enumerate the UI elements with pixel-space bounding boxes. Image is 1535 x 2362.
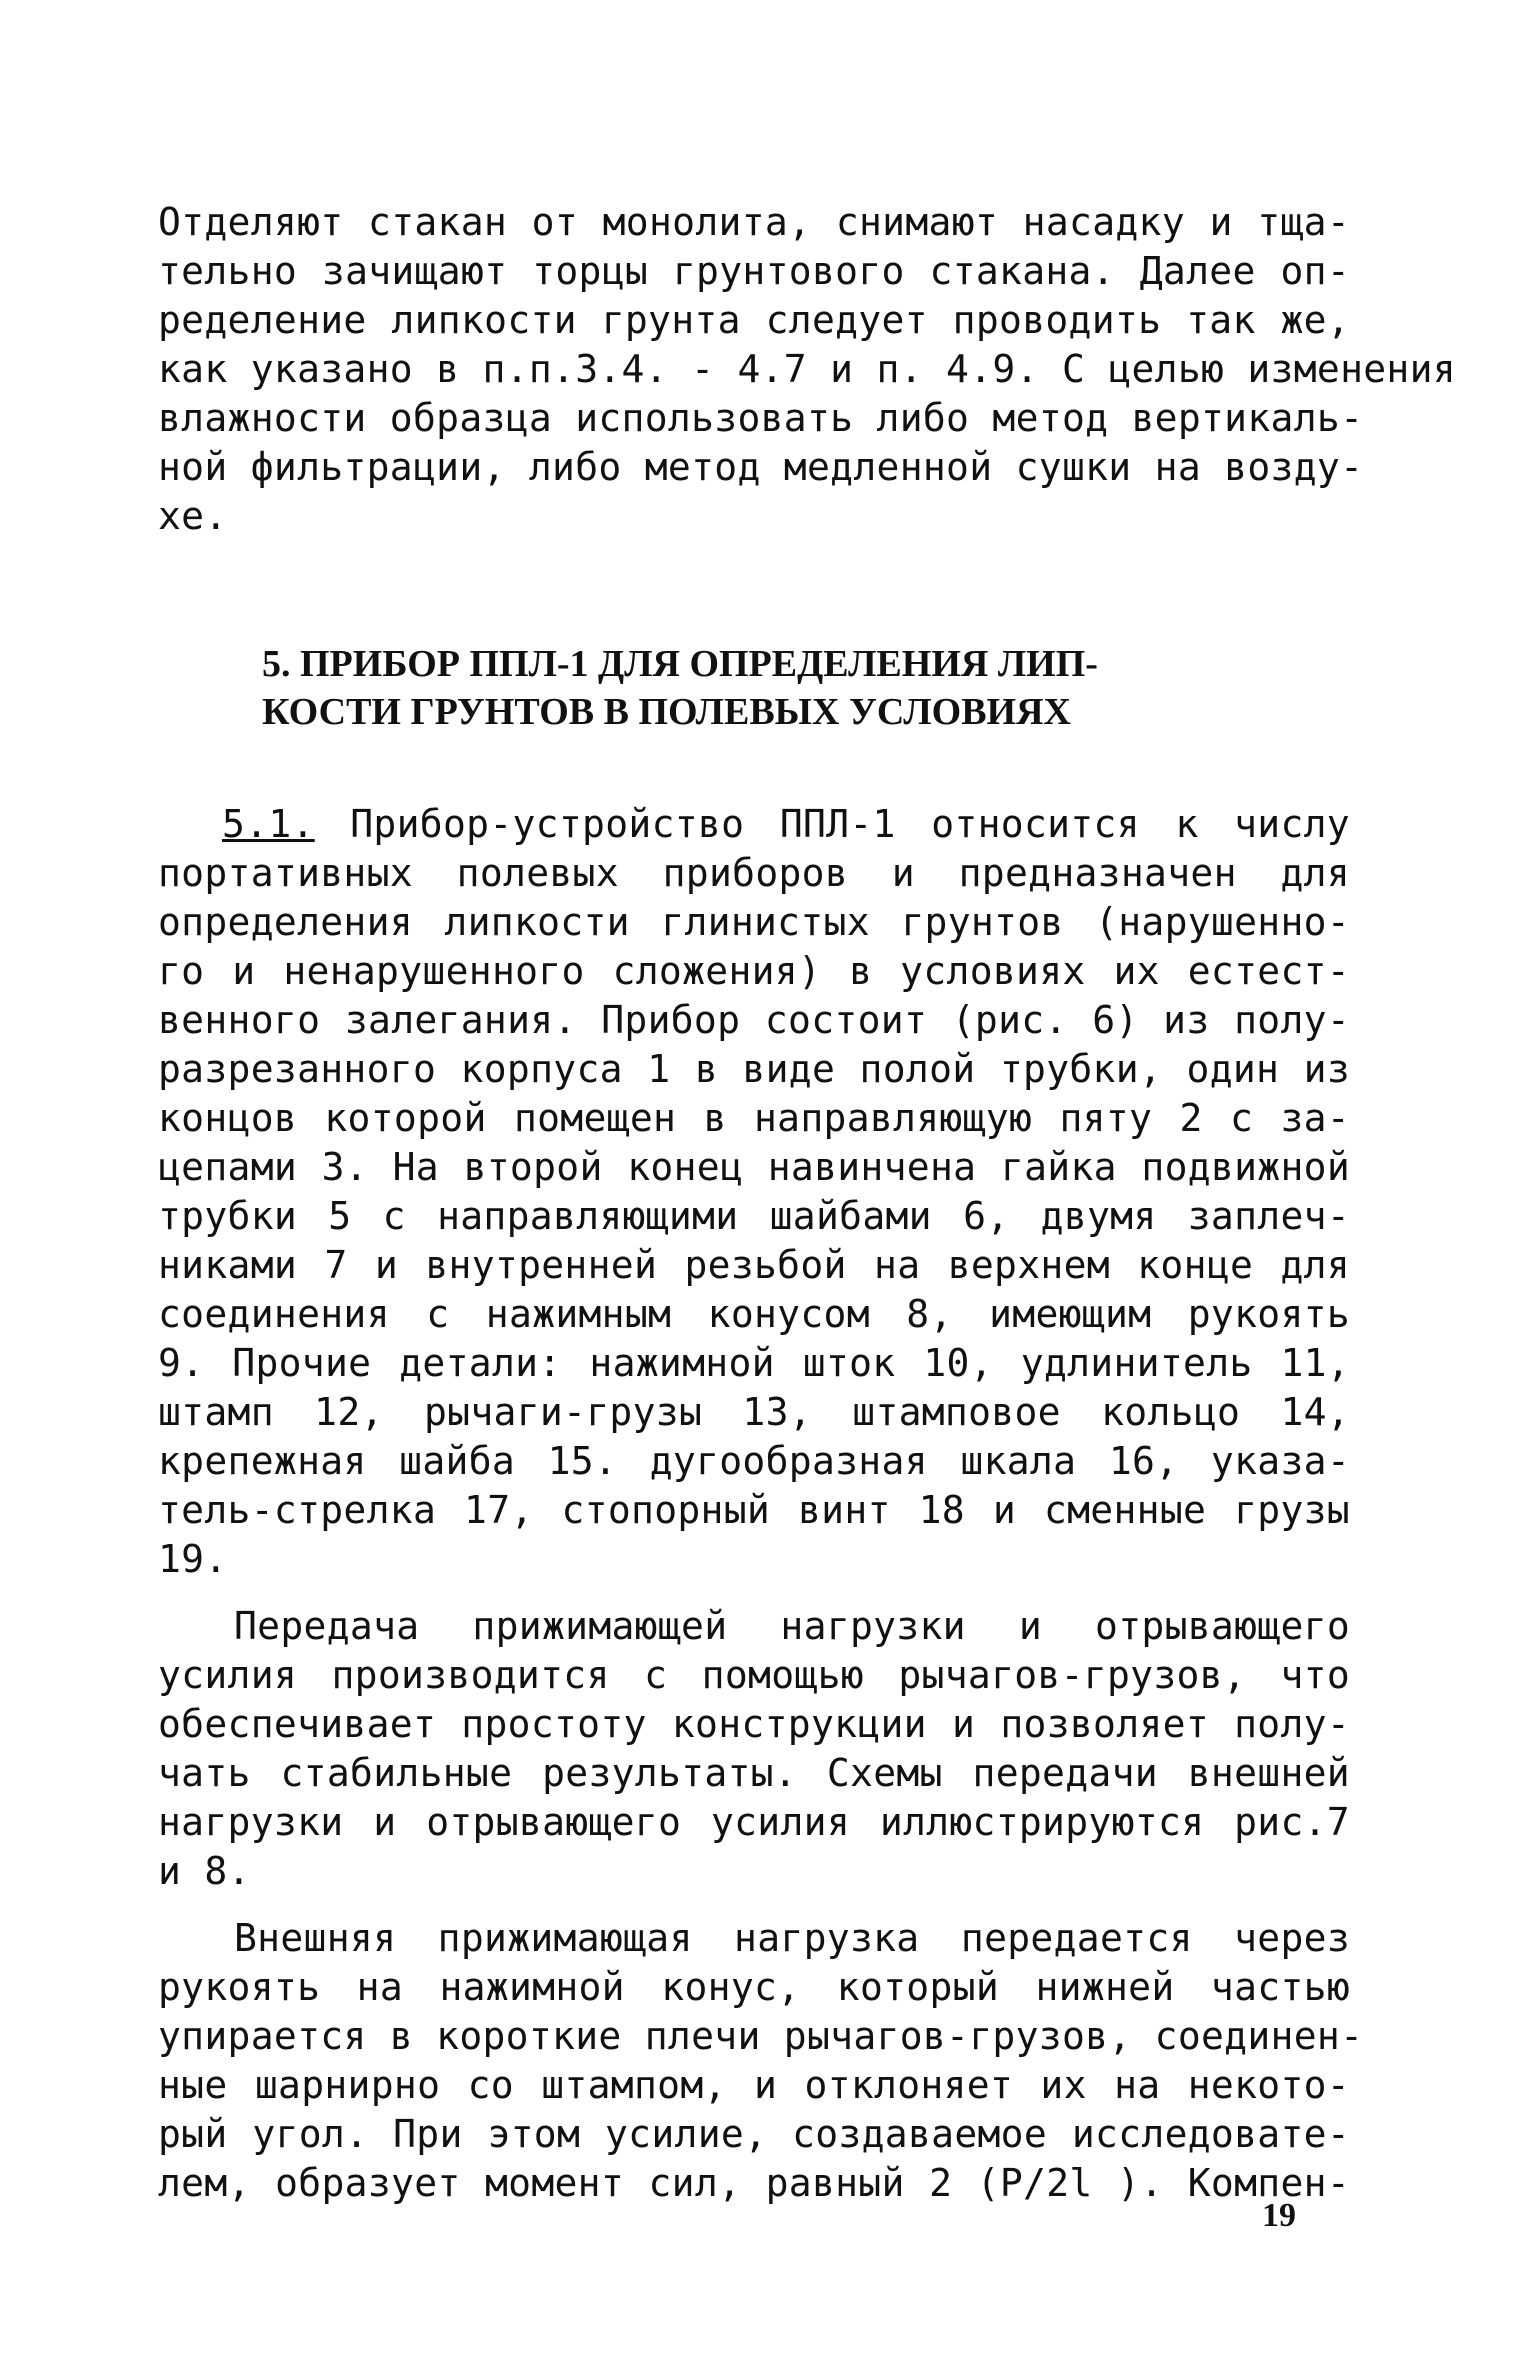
transfer-line: нагрузки и отрывающего усилия иллюстрируются рис.7 (158, 1800, 1350, 1844)
external-load-line: ные шарнирно со штампом, и отклоняет их на некото- (158, 2063, 1350, 2107)
external-load-line: Внешняя прижимающая нагрузка передается через (234, 1916, 1350, 1960)
external-load-line: рукоять на нажимной конус, который нижней частью (158, 1965, 1350, 2009)
paragraph-5-1-first-line (222, 800, 1350, 848)
paragraph-5-1-line: концов которой помещен в направляющую пяту 2 с за- (158, 1096, 1350, 1140)
section-title-line-2: КОСТИ ГРУНТОВ В ПОЛЕВЫХ УСЛОВИЯХ (262, 691, 1071, 733)
paragraph-5-1-line: трубки 5 с направляющими шайбами 6, двумя заплеч- (158, 1194, 1350, 1238)
section-title-line-1: 5. ПРИБОР ППЛ-1 ДЛЯ ОПРЕДЕЛЕНИЯ ЛИП- (262, 643, 1098, 685)
external-load-line: лем, образует момент сил, равный 2 (P/2l ). Компен- (158, 2161, 1350, 2205)
paragraph-5-1-line: 9. Прочие детали: нажимной шток 10, удлинитель 11, (158, 1341, 1350, 1385)
paragraph-5-1-first-line-text: Прибор-устройство ППЛ-1 относится к числу (314, 802, 1350, 846)
paragraph-5-1-line: 19. (158, 1537, 228, 1581)
paragraph-5-1-line: никами 7 и внутренней резьбой на верхнем конце для (158, 1243, 1350, 1287)
intro-line: ной фильтрации, либо метод медленной сушки на возду- (158, 445, 1364, 489)
external-load-line: упирается в короткие плечи рычагов-грузов, соединен- (158, 2014, 1364, 2058)
transfer-line: Передача прижимающей нагрузки и отрывающего (234, 1604, 1350, 1648)
transfer-line: чать стабильные результаты. Схемы передачи внешней (158, 1751, 1350, 1795)
paragraph-5-1-line: крепежная шайба 15. дугообразная шкала 16, указа- (158, 1439, 1350, 1483)
paragraph-5-1-line: определения липкости глинистых грунтов (нарушенно- (158, 900, 1350, 944)
intro-line: хе. (158, 494, 228, 538)
paragraph-5-1-line: соединения с нажимным конусом 8, имеющим рукоять (158, 1292, 1350, 1336)
page-number: 19 (1262, 2197, 1296, 2234)
paragraph-5-1-line: разрезанного корпуса 1 в виде полой трубки, один из (158, 1047, 1350, 1091)
intro-line: Отделяют стакан от монолита, снимают насадку и тща- (158, 200, 1350, 244)
paragraph-5-1-line: цепами 3. На второй конец навинчена гайка подвижной (158, 1145, 1350, 1189)
paragraph-5-1-line: портативных полевых приборов и предназначен для (158, 851, 1350, 895)
transfer-line: обеспечивает простоту конструкции и позволяет полу- (158, 1702, 1350, 1746)
intro-line: влажности образца использовать либо метод вертикаль- (158, 396, 1364, 440)
intro-line: тельно зачищают торцы грунтового стакана. Далее оп- (158, 249, 1350, 293)
transfer-line: усилия производится с помощью рычагов-грузов, что (158, 1653, 1350, 1697)
paragraph-5-1-line: тель-стрелка 17, стопорный винт 18 и сменные грузы (158, 1488, 1350, 1532)
paragraph-5-1-line: штамп 12, рычаги-грузы 13, штамповое кольцо 14, (158, 1390, 1350, 1434)
paragraph-5-1-line: го и ненарушенного сложения) в условиях их естест- (158, 949, 1350, 993)
intro-line: как указано в п.п.3.4. - 4.7 и п. 4.9. С целью изменения (158, 347, 1456, 391)
paragraph-number: 5.1. (222, 802, 315, 846)
transfer-line: и 8. (158, 1849, 251, 1893)
external-load-line: рый угол. При этом усилие, создаваемое исследовате- (158, 2112, 1350, 2156)
paragraph-5-1-line: венного залегания. Прибор состоит (рис. 6) из полу- (158, 998, 1350, 1042)
intro-line: ределение липкости грунта следует проводить так же, (158, 298, 1350, 342)
